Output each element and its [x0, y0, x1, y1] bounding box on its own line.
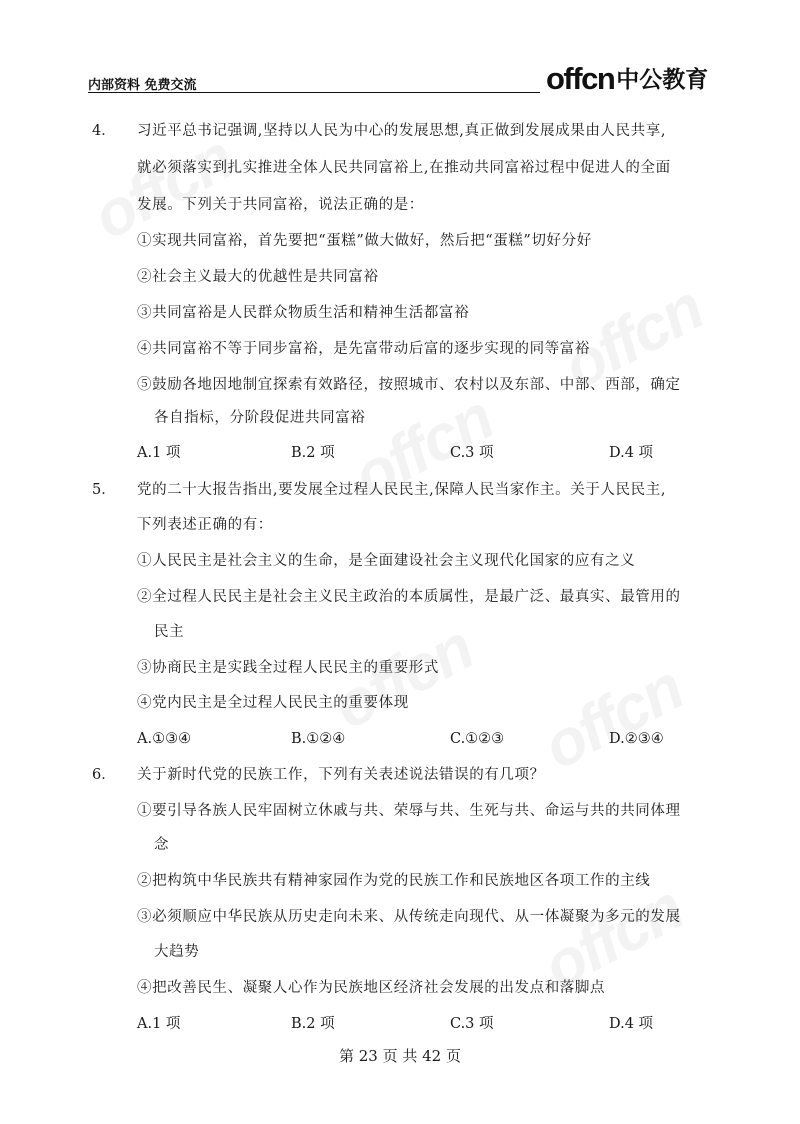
statement-item: ③共同富裕是人民群众物质生活和精神生活都富裕 — [137, 305, 470, 321]
question-stem-line: 关于新时代党的民族工作，下列有关表述说法错误的有几项？ — [137, 767, 545, 783]
header-confidential-label: 内部资料 免费交流 — [88, 78, 197, 93]
page-footer: 第 23 页 共 42 页 — [338, 1047, 461, 1065]
question-stem-line: 党的二十大报告指出,要发展全过程人民民主,保障人民当家作主。关于人民民主, — [137, 482, 667, 498]
question-number: 5． — [92, 482, 116, 498]
statement-item: ④把改善民生、凝聚人心作为民族地区经济社会发展的出发点和落脚点 — [137, 980, 606, 996]
statement-item: ②社会主义最大的优越性是共同富裕 — [137, 269, 379, 285]
option-b: B.2 项 — [291, 1016, 335, 1032]
statement-item-continuation: 各自指标，分阶段促进共同富裕 — [154, 410, 366, 426]
option-d: D.4 项 — [609, 1016, 654, 1032]
option-c: C.3 项 — [450, 445, 494, 461]
statement-item: ⑤鼓励各地因地制宜探索有效路径，按照城市、农村以及东部、中部、西部，确定 — [137, 377, 681, 393]
option-c: C.3 项 — [450, 1016, 494, 1032]
option-d: D.②③④ — [609, 731, 664, 747]
statement-item: ③协商民主是实践全过程人民民主的重要形式 — [137, 660, 439, 676]
question-stem-line: 习近平总书记强调,坚持以人民为中心的发展思想,真正做到发展成果由人民共享, — [137, 123, 667, 139]
statement-item: ①人民民主是社会主义的生命，是全面建设社会主义现代化国家的应有之义 — [137, 553, 636, 569]
statement-item: ④共同富裕不等于同步富裕，是先富带动后富的逐步实现的同等富裕 — [137, 341, 590, 357]
question-stem-line: 下列表述正确的有： — [137, 517, 273, 533]
statement-item: ②把构筑中华民族共有精神家园作为党的民族工作和民族地区各项工作的主线 — [137, 873, 651, 889]
statement-item: ④党内民主是全过程人民民主的重要体现 — [137, 695, 409, 711]
statement-item: ①实现共同富裕，首先要把“蛋糕”做大做好，然后把“蛋糕”切好分好 — [137, 233, 592, 249]
option-b: B.2 项 — [291, 445, 335, 461]
question-number: 4． — [92, 123, 116, 139]
logo-name: 中公教育 — [616, 67, 709, 93]
option-b: B.①②④ — [291, 731, 346, 747]
option-a: A.1 项 — [137, 445, 181, 461]
question-stem-line: 就必须落实到扎实推进全体人民共同富裕上,在推动共同富裕过程中促进人的全面 — [137, 160, 671, 176]
question-stem-line: 发展。下列关于共同富裕，说法正确的是： — [137, 197, 424, 213]
statement-item: ②全过程人民民主是社会主义民主政治的本质属性，是最广泛、最真实、最管用的 — [137, 589, 681, 605]
logo-mark: offcn — [546, 61, 615, 96]
option-a: A.1 项 — [137, 1016, 181, 1032]
option-c: C.①②③ — [450, 731, 505, 747]
option-a: A.①③④ — [137, 731, 192, 747]
statement-item: ③必须顺应中华民族从历史走向未来、从传统走向现代、从一体凝聚为多元的发展 — [137, 909, 681, 925]
statement-item-continuation: 念 — [154, 837, 170, 853]
question-number: 6． — [92, 767, 116, 783]
statement-item-continuation: 民主 — [154, 624, 185, 640]
statement-item: ①要引导各族人民牢固树立休戚与共、荣辱与共、生死与共、命运与共的共同体理 — [137, 803, 681, 819]
option-d: D.4 项 — [609, 445, 654, 461]
statement-item-continuation: 大趋势 — [154, 944, 200, 960]
